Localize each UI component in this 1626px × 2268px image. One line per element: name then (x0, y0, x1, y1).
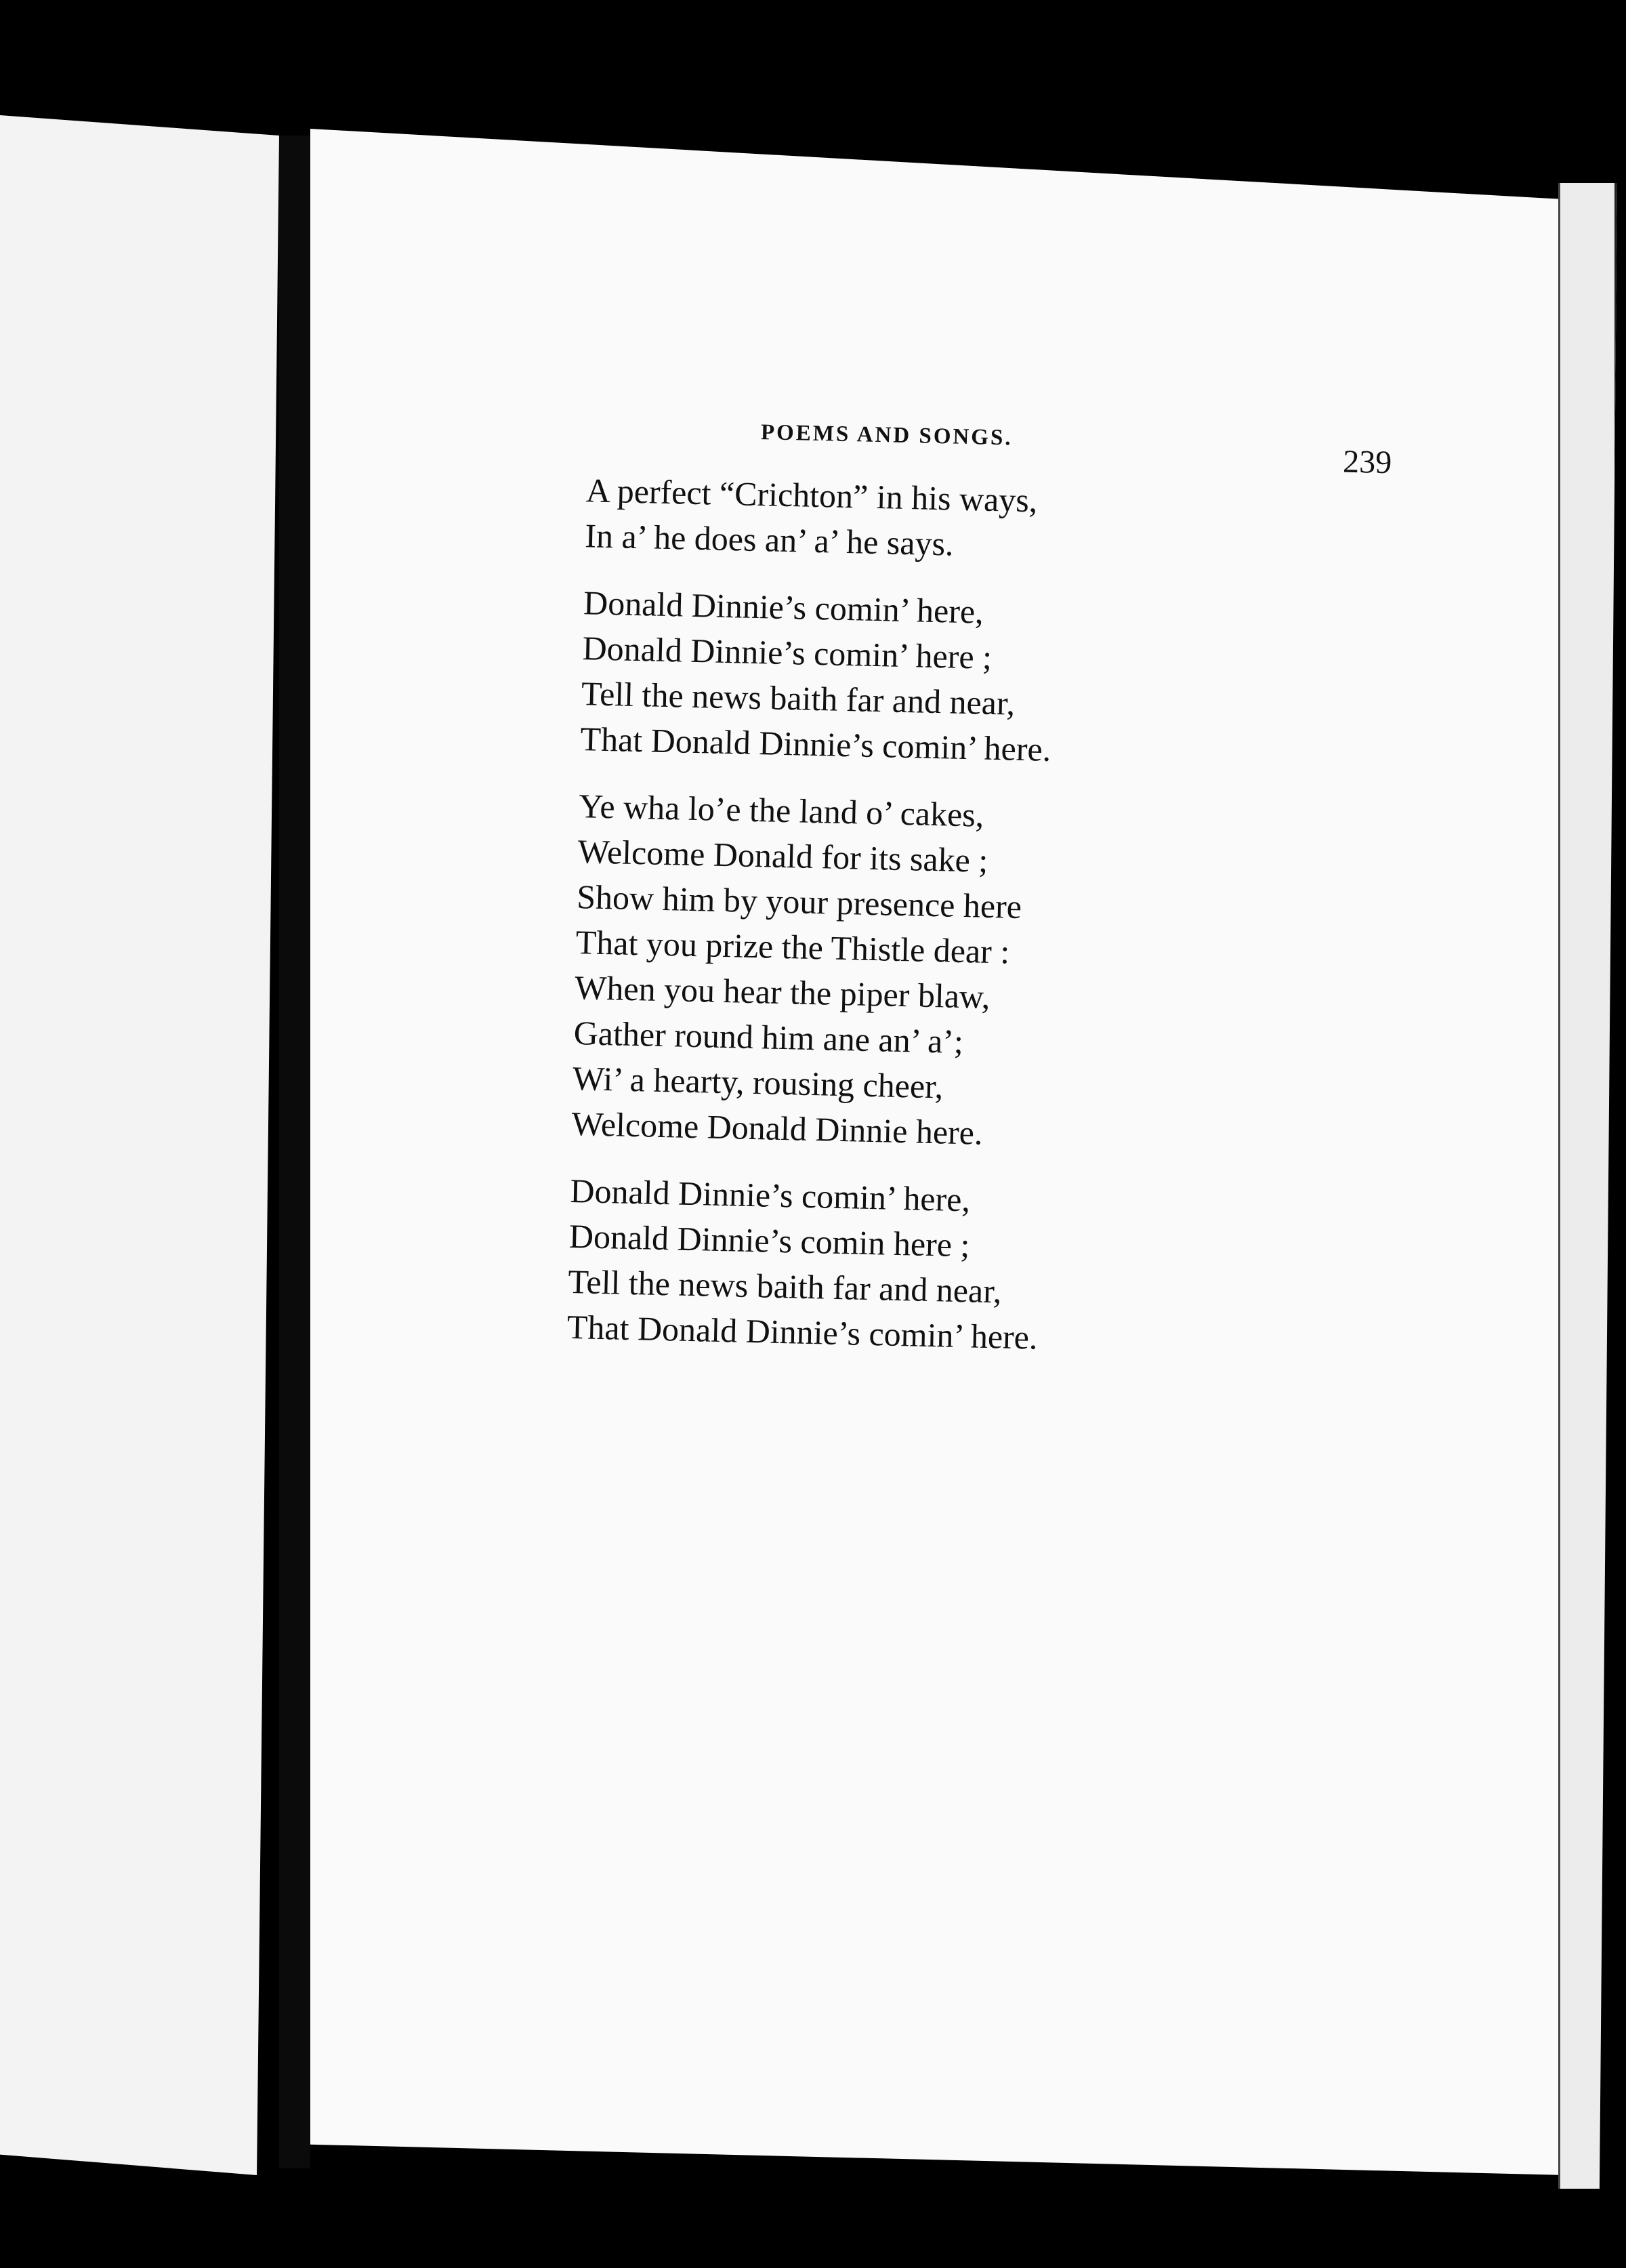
poem-line: That Donald Dinnie’s comin’ here. (566, 1307, 1039, 1357)
poem-line: Tell the news baith far and near, (581, 674, 1016, 722)
poem-line: In a’ he does an’ a’ he says. (584, 516, 955, 563)
poem-line: Gather round him ane an’ a’; (573, 1014, 964, 1061)
poem-line: That you prize the Thistle dear : (575, 923, 1010, 971)
poem-line: A perfect “Crichton” in his ways, (585, 471, 1038, 520)
stanza-1 (585, 468, 1210, 573)
stanza-4 (566, 1168, 1194, 1364)
poem-line: Show him by your presence here (576, 878, 1022, 926)
stanza-2 (580, 580, 1207, 776)
page-number: 239 (1342, 443, 1392, 481)
poem-line: Donald Dinnie’s comin here ; (568, 1216, 971, 1264)
poem-line: That Donald Dinnie’s comin’ here. (580, 720, 1051, 768)
poem-line: Wi’ a hearty, rousing cheer, (572, 1059, 944, 1106)
poem-line: Welcome Donald for its sake ; (577, 832, 988, 880)
poem-line: Welcome Donald Dinnie here. (571, 1105, 984, 1152)
poem-line: Donald Dinnie’s comin’ here, (583, 583, 984, 631)
poem-line: Ye wha lo’e the land o’ cakes, (578, 787, 984, 834)
poem-line: When you hear the piper blaw, (574, 968, 991, 1016)
poem-line: Tell the news baith far and near, (567, 1262, 1003, 1311)
poem-line: Donald Dinnie’s comin’ here ; (582, 629, 993, 676)
stanza-3 (571, 783, 1203, 1161)
poem-line: Donald Dinnie’s comin’ here, (569, 1171, 971, 1219)
running-head: POEMS AND SONGS. (760, 420, 1013, 451)
poem (566, 468, 1209, 1386)
